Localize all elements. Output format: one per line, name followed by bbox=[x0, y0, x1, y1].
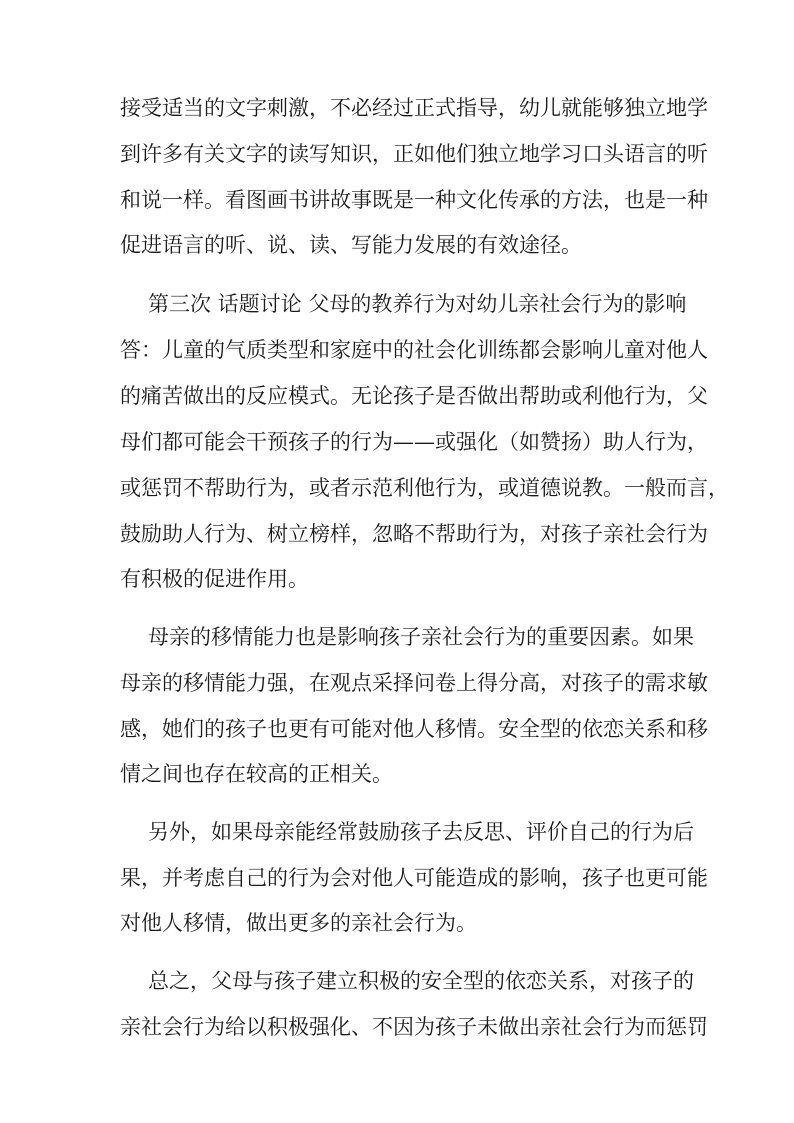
paragraph-3-line-3: 感，她们的孩子也更有可能对他人移情。安全型的依恋关系和移 bbox=[120, 717, 708, 741]
paragraph-2-line-5: 或惩罚不帮助行为，或者示范利他行为，或道德说教。一般而言， bbox=[120, 476, 729, 500]
paragraph-1-line-1: 接受适当的文字刺激，不必经过正式指导，幼儿就能够独立地学 bbox=[120, 96, 708, 120]
paragraph-5-line-1: 总之，父母与孩子建立积极的安全型的依恋关系，对孩子的 bbox=[148, 969, 694, 993]
paragraph-1-line-4: 促进语言的听、说、读、写能力发展的有效途径。 bbox=[120, 233, 582, 257]
paragraph-3-line-4: 情之间也存在较高的正相关。 bbox=[120, 762, 393, 786]
paragraph-2-line-1: 第三次 话题讨论 父母的教养行为对幼儿亲社会行为的影响 bbox=[148, 292, 687, 316]
paragraph-2-line-2: 答：儿童的气质类型和家庭中的社会化训练都会影响儿童对他人 bbox=[120, 338, 708, 362]
paragraph-2-line-7: 有积极的促进作用。 bbox=[120, 567, 309, 591]
paragraph-2-line-4: 母们都可能会干预孩子的行为——或强化（如赞扬）助人行为， bbox=[120, 430, 708, 454]
paragraph-4-line-1: 另外，如果母亲能经常鼓励孩子去反思、评价自己的行为后 bbox=[148, 820, 694, 844]
paragraph-4-line-3: 对他人移情，做出更多的亲社会行为。 bbox=[120, 911, 477, 935]
paragraph-1-line-3: 和说一样。看图画书讲故事既是一种文化传承的方法，也是一种 bbox=[120, 188, 708, 212]
paragraph-4-line-2: 果，并考虑自己的行为会对他人可能造成的影响，孩子也更可能 bbox=[120, 866, 708, 890]
paragraph-5-line-2: 亲社会行为给以积极强化、不因为孩子未做出亲社会行为而惩罚 bbox=[120, 1015, 708, 1039]
paragraph-2-line-3: 的痛苦做出的反应模式。无论孩子是否做出帮助或利他行为，父 bbox=[120, 384, 708, 408]
paragraph-3-line-2: 母亲的移情能力强，在观点采择问卷上得分高，对孩子的需求敏 bbox=[120, 671, 708, 695]
paragraph-3-line-1: 母亲的移情能力也是影响孩子亲社会行为的重要因素。如果 bbox=[148, 625, 694, 649]
paragraph-2-line-6: 鼓励助人行为、树立榜样，忽略不帮助行为，对孩子亲社会行为 bbox=[120, 522, 708, 546]
paragraph-1-line-2: 到许多有关文字的读写知识，正如他们独立地学习口头语言的听 bbox=[120, 142, 708, 166]
